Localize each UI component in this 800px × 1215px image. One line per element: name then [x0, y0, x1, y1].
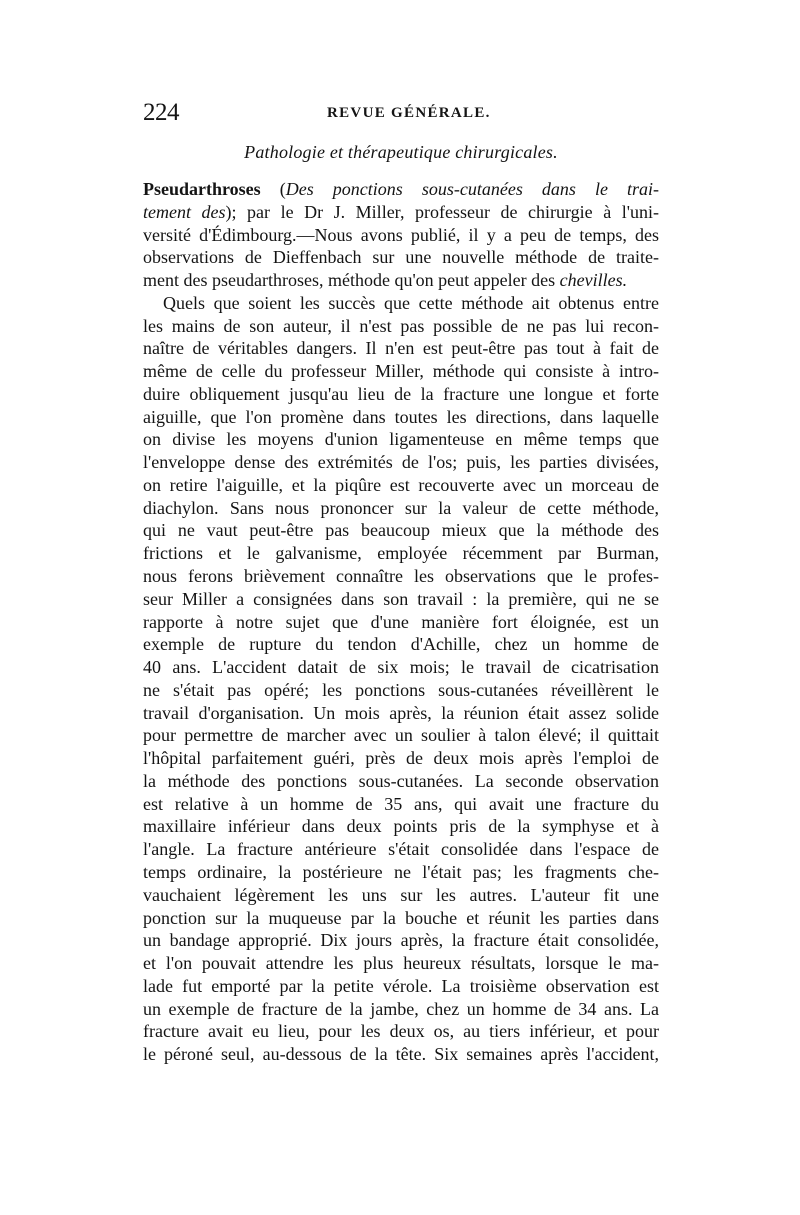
journal-title: REVUE GÉNÉRALE. [327, 105, 491, 121]
text-line: aiguille, que l'on promène dans toutes les directions, dans laquelle [143, 406, 659, 427]
text-line: on retire l'aiguille, et la piqûre est recouverte avec un morceau de [143, 474, 659, 495]
text-line: même de celle du professeur Miller, méthode qui consiste à intro- [143, 361, 659, 382]
article-body [143, 178, 659, 1066]
text-line: l'enveloppe dense des extrémités de l'os; puis, les parties divisées, [143, 452, 659, 473]
text-line: duire obliquement jusqu'au lieu de la fracture une longue et forte [143, 383, 659, 404]
text-line: diachylon. Sans nous prononcer sur la valeur de cette méthode, [143, 497, 659, 518]
section-title: Pathologie et thérapeutique chirurgicales. [244, 142, 558, 162]
text-line: qui ne vaut peut-être pas beaucoup mieux que la méthode des [143, 520, 659, 541]
text-line: vauchaient légèrement les uns sur les autres. L'auteur fit une [143, 884, 659, 905]
text-line: versité d'Édimbourg.—Nous avons publié, il y a peu de temps, des [143, 224, 659, 245]
text-line: frictions et le galvanisme, employée récemment par Burman, [143, 543, 659, 564]
text-line: rapporte à notre sujet que d'une manière fort éloignée, est un [143, 611, 659, 632]
text-line: maxillaire inférieur dans deux points pris de la symphyse et à [143, 816, 659, 837]
text-line: seur Miller a consignées dans son travail : la première, qui ne se [143, 588, 659, 609]
running-head [143, 98, 659, 128]
text-line: la méthode des ponctions sous-cutanées. La seconde observation [143, 770, 659, 791]
text-line: et l'on pouvait attendre les plus heureux résultats, lorsque le ma- [143, 953, 659, 974]
article-subtitle: Des ponctions sous-cutanées dans le trai- [285, 179, 659, 199]
text-line: un bandage approprié. Dix jours après, la fracture était consolidée, [143, 930, 659, 951]
text-line: un exemple de fracture de la jambe, chez un homme de 34 ans. La [143, 998, 659, 1019]
text-line: l'angle. La fracture antérieure s'était consolidée dans l'espace de [143, 839, 659, 860]
text-line: observations de Dieffenbach sur une nouvelle méthode de traite- [143, 247, 659, 268]
text-line: ment des pseudarthroses, méthode qu'on peut appeler des chevilles. [143, 270, 628, 291]
text-line: le péroné seul, au-dessous de la tête. Six semaines après l'accident, [143, 1044, 659, 1065]
text-line: lade fut emporté par la petite vérole. La troisième observation est [143, 975, 659, 996]
text-line: on divise les moyens d'union ligamenteuse en même temps que [143, 429, 659, 450]
text-line: temps ordinaire, la postérieure ne l'était pas; les fragments che- [143, 861, 659, 882]
text-line: fracture avait eu lieu, pour les deux os, au tiers inférieur, et pour [143, 1021, 659, 1042]
article-heading: Pseudarthroses [143, 179, 261, 199]
text-line: Pseudarthroses (Des ponctions sous-cutanées dans le trai- [143, 179, 659, 199]
text-line: naître de véritables dangers. Il n'en est peut-être pas tout à fait de [143, 338, 659, 359]
text-line: les mains de son auteur, il n'est pas possible de ne pas lui recon- [143, 315, 659, 336]
text-line: tement des); par le Dr J. Miller, professeur de chirurgie à l'uni- [143, 201, 659, 222]
text-line: ne s'était pas opéré; les ponctions sous-cutanées réveillèrent le [143, 679, 659, 700]
text-line: nous ferons brièvement connaître les observations que le profes- [143, 566, 659, 587]
text-line: ponction sur la muqueuse par la bouche et réunit les parties dans [143, 907, 659, 928]
text-line: est relative à un homme de 35 ans, qui avait une fracture du [143, 793, 659, 814]
article-subtitle-continued: tement des [143, 201, 226, 222]
text-line: travail d'organisation. Un mois après, la réunion était assez solide [143, 702, 659, 723]
text-line: l'hôpital parfaitement guéri, près de deux mois après l'emploi de [143, 748, 659, 769]
text-line: exemple de rupture du tendon d'Achille, chez un homme de [143, 634, 659, 655]
page-number: 224 [143, 99, 179, 126]
text-line: pour permettre de marcher avec un soulier à talon élevé; il quittait [143, 725, 659, 746]
text-line: Quels que soient les succès que cette méthode ait obtenus entre [163, 292, 659, 313]
text-line: 40 ans. L'accident datait de six mois; le travail de cicatrisation [143, 657, 659, 678]
italic-term: chevilles. [559, 270, 628, 291]
